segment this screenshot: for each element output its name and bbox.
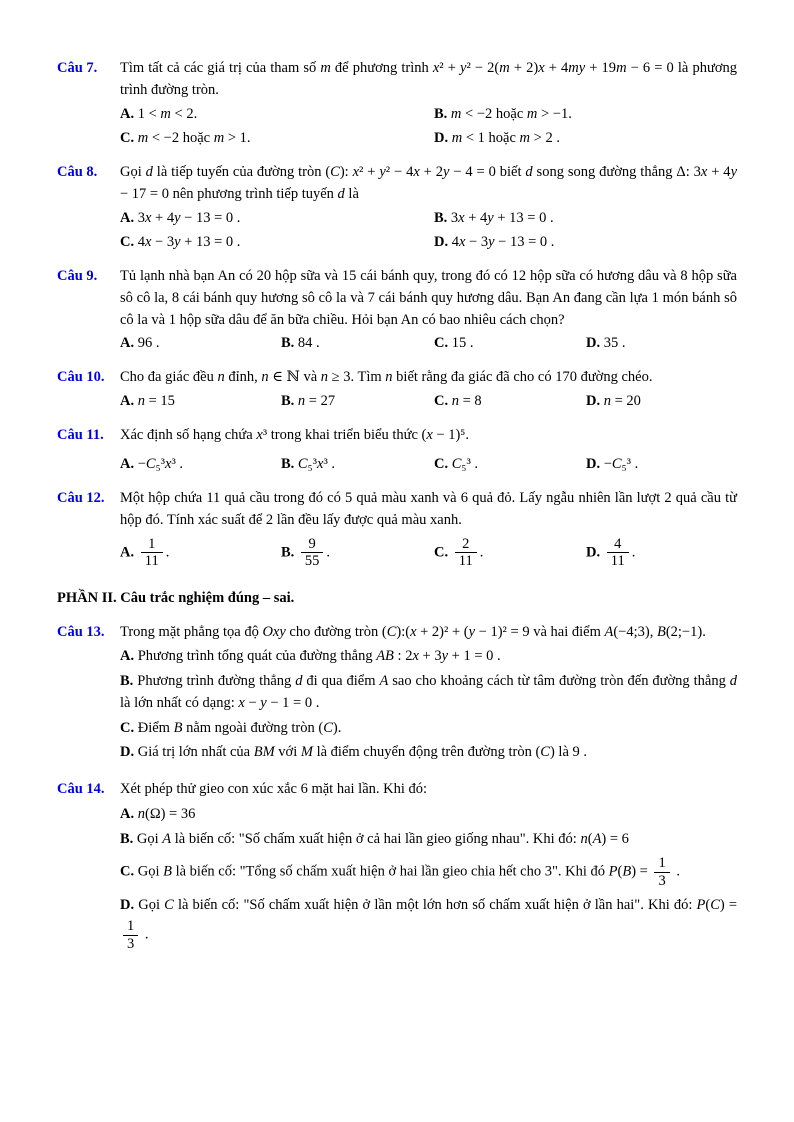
option-text: 15 . [451,335,474,352]
fraction [654,855,669,889]
option-a [120,391,281,413]
fraction-denominator: 3 [127,936,135,953]
question-body [120,425,737,477]
fraction-numerator: 2 [455,536,477,554]
option-a [120,534,281,572]
option-text: −C₅³ . [603,456,639,473]
fraction-denominator: 11 [458,553,473,570]
option-suffix: . [479,544,484,560]
option-key: C. [434,456,449,473]
question-text: Xác định số hạng chứa x³ trong khai triển biểu thức (x − 1)⁵. [120,426,469,443]
option-key: A. [120,105,135,122]
question-body [120,266,737,355]
option-key: A. [120,544,135,560]
fraction [301,536,324,570]
question-label: Câu 9. [57,268,98,284]
option-suffix: . [326,544,331,560]
question-9 [57,266,737,355]
option-key: C. [120,234,135,251]
option-key: D. [434,130,449,147]
option-c [120,232,434,254]
options-grid [120,333,737,355]
option-key: C. [434,392,449,409]
option-d [586,391,737,413]
fraction-denominator: 11 [610,553,625,570]
statement-d [120,895,737,955]
statement-suffix: . [141,926,149,943]
fraction-numerator: 4 [607,536,629,554]
option-b [434,208,737,230]
option-a [120,454,281,476]
options-grid [120,534,737,572]
option-a [120,208,434,230]
question-12 [57,488,737,572]
option-text: 96 . [137,335,160,352]
option-key: D. [586,544,601,560]
question-text: Trong mặt phẳng tọa độ Oxy cho đường tròn (C):(x + 2)² + (y − 1)² = 9 và hai điểm A(−4;3), B(2;−1). [120,623,706,640]
question-14 [57,779,737,958]
option-text: n = 15 [137,392,175,409]
option-key: C. [120,130,135,147]
option-key: B. [281,456,295,473]
option-text: C₅³x³ . [297,456,336,473]
option-key: B. [281,392,295,409]
statement-text: n(Ω) = 36 [137,805,196,822]
option-key: B. [281,544,295,560]
statement-key: C. [120,719,135,736]
question-label: Câu 11. [57,426,104,443]
option-a [120,333,281,355]
fraction-denominator: 55 [304,553,320,570]
fraction-numerator: 1 [123,918,138,936]
fraction [141,536,163,570]
option-text: 84 . [297,335,320,352]
options-grid [120,104,737,151]
question-body [120,779,737,958]
options-grid [120,454,737,476]
fraction-numerator: 1 [141,536,163,554]
option-text: m < −2 hoặc m > −1. [450,105,572,122]
statement-d [120,742,737,764]
statement-b [120,671,737,715]
option-text: n = 8 [451,392,482,409]
option-key: A. [120,456,135,473]
fraction [455,536,477,570]
question-body [120,367,737,413]
option-key: D. [586,456,601,473]
fraction-denominator: 11 [144,553,159,570]
statement-text: Giá trị lớn nhất của BM với M là điểm chuyển động trên đường tròn (C) là 9 . [137,744,588,761]
statement-c [120,853,737,891]
option-c [120,128,434,150]
question-label: Câu 8. [57,164,98,180]
question-label: Câu 7. [57,60,98,76]
statement-text: Phương trình tổng quát của đường thẳng AB : 2x + 3y + 1 = 0 . [137,648,501,665]
statement-a [120,646,737,668]
question-body [120,488,737,572]
option-text: m < −2 hoặc m > 1. [137,130,251,147]
option-b [281,333,434,355]
option-c [434,534,586,572]
statement-key: D. [120,744,135,761]
option-text: −C₅³x³ . [137,456,184,473]
option-text: n = 27 [297,392,336,409]
statement-suffix: . [672,863,680,880]
option-d [434,128,737,150]
option-suffix: . [631,544,636,560]
question-10 [57,367,737,413]
option-key: B. [434,105,448,122]
question-label: Câu 13. [57,623,105,640]
option-text: 1 < m < 2. [137,105,198,122]
option-text: n = 20 [603,392,641,409]
option-key: C. [434,335,449,352]
question-body [120,58,737,150]
option-c [434,454,586,476]
fraction-numerator: 9 [301,536,324,554]
option-key: D. [586,392,601,409]
option-d [586,534,737,572]
option-key: A. [120,392,135,409]
statement-key: A. [120,648,135,665]
option-text: 4x − 3y + 13 = 0 . [137,234,241,251]
question-text: Gọi d là tiếp tuyến của đường tròn (C): x² + y² − 4x + 2y − 4 = 0 biết d song song đường thẳng Δ: 3x + 4y − 17 = 0 nên phương trình tiếp tuyến d là [120,164,737,202]
part2-heading: PHẦN II. Câu trắc nghiệm đúng – sai. [57,589,295,606]
question-label: Câu 10. [57,369,105,385]
question-label: Câu 12. [57,490,105,506]
option-key: A. [120,209,135,226]
option-c [434,391,586,413]
option-key: D. [434,234,449,251]
statement-text: Gọi B là biến cố: "Tổng số chấm xuất hiện ở hai lần gieo chia hết cho 3". Khi đó P(B) = [137,863,652,880]
option-d [586,454,737,476]
option-text: C₅³ . [451,456,479,473]
option-key: B. [281,335,295,352]
question-11 [57,425,737,477]
question-text: Xét phép thử gieo con xúc xắc 6 mặt hai lần. Khi đó: [120,781,428,798]
statement-text: Gọi A là biến cố: "Số chấm xuất hiện ở cả hai lần gieo giống nhau". Khi đó: n(A) = 6 [136,830,629,847]
option-a [120,104,434,126]
question-8 [57,162,737,254]
option-b [281,391,434,413]
option-b [434,104,737,126]
statement-text: Phương trình đường thẳng d đi qua điểm A sao cho khoảng cách từ tâm đường tròn đến đường thẳng d là lớn nhất có dạng: x − y − 1 = 0 . [120,673,738,711]
option-d [586,333,737,355]
question-body [120,162,737,254]
statement-text: Điểm B nằm ngoài đường tròn (C). [137,719,342,736]
option-b [281,454,434,476]
statement-a [120,804,737,826]
option-key: B. [434,209,448,226]
option-suffix: . [165,544,170,560]
options-grid [120,208,737,255]
option-text: m < 1 hoặc m > 2 . [451,130,560,147]
option-key: D. [586,335,601,352]
question-label: Câu 14. [57,781,105,798]
option-text: 3x + 4y + 13 = 0 . [450,209,554,226]
option-text: 35 . [603,335,626,352]
option-b [281,534,434,572]
question-text: Tủ lạnh nhà bạn An có 20 hộp sữa và 15 cái bánh quy, trong đó có 12 hộp sữa có hương dâu và 8 hộp sữa sô cô la, 8 cái bánh quy hương sô cô la và 7 cái bánh quy hương dâu. Bạn An đang cần lựa 1 món bánh sô cô la và 1 hộp sữa dâu để ăn bữa chiều. Hỏi bạn An có bao nhiêu cách chọn? [120,268,737,328]
statement-text: Gọi C là biến cố: "Số chấm xuất hiện ở lần một lớn hơn số chấm xuất hiện ở lần hai". Khi đó: P(C) = [138,896,738,913]
statement-key: B. [120,673,134,690]
option-text: 3x + 4y − 13 = 0 . [137,209,241,226]
question-text: Tìm tất cả các giá trị của tham số m để phương trình x² + y² − 2(m + 2)x + 4my + 19m − 6 = 0 là phương trình đường tròn. [120,60,737,98]
fraction-denominator: 3 [658,873,666,890]
option-key: A. [120,335,135,352]
statement-key: B. [120,830,134,847]
question-text: Một hộp chứa 11 quả cầu trong đó có 5 quả màu xanh và 6 quả đỏ. Lấy ngẫu nhiên lần lượt 2 quả cầu từ hộp đó. Tính xác suất để 2 lần đều lấy được quả màu xanh. [120,490,737,528]
statement-c [120,718,737,740]
statement-key: A. [120,805,135,822]
option-text: 4x − 3y − 13 = 0 . [451,234,555,251]
question-13 [57,622,737,768]
statement-key: C. [120,863,135,880]
question-7 [57,58,737,150]
option-d [434,232,737,254]
fraction-numerator: 1 [654,855,669,873]
statement-b [120,829,737,851]
option-key: C. [434,544,449,560]
statement-key: D. [120,896,135,913]
fraction [123,918,138,952]
question-text: Cho đa giác đều n đỉnh, n ∈ ℕ và n ≥ 3. Tìm n biết rằng đa giác đã cho có 170 đường chéo. [120,369,653,385]
question-body [120,622,737,768]
option-c [434,333,586,355]
fraction [607,536,629,570]
options-grid [120,391,737,413]
